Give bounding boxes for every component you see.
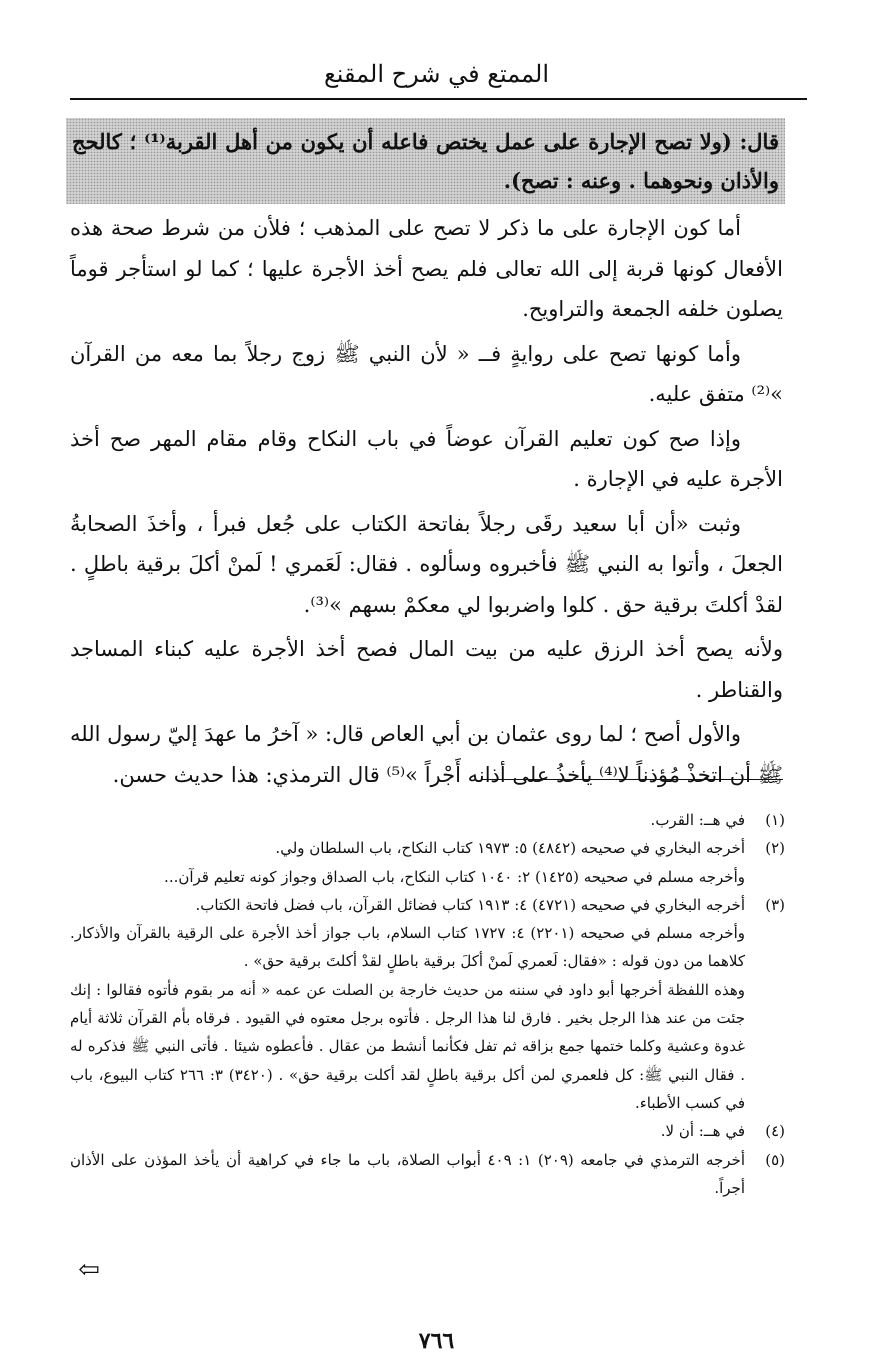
page-number: ٧٦٦ [418, 1328, 455, 1354]
header-divider [70, 98, 807, 100]
running-header-title: الممتع في شرح المقنع [324, 60, 549, 88]
body-paragraph: وأما كونها تصح على روايةٍ فــ « لأن النبي ﷺ زوج رجلاً بما معه من القرآن »⁽²⁾ متفق عليه. [70, 341, 783, 406]
matn-text: قال: (ولا تصح الإجارة على عمل يختص فاعله أن يكون من أهل القربة⁽¹⁾ ؛ كالحج والأذان ونحوهما . وعنه : تصح). [72, 129, 779, 193]
footnote-item [70, 806, 785, 834]
footnotes-section [70, 806, 785, 1202]
footnote-line: وأخرجه مسلم في صحيحه (٢٢٠١) ٤: ١٧٢٧ كتاب السلام، باب جواز أخذ الأجرة على الرقية بالقرآن والأذكار. كلاهما من دون قوله : «فقال: لَعمري لَمنْ أكلَ برقية باطلٍ لقدْ أكلتَ برقية حق» . [70, 924, 745, 971]
footnote-line: أخرجه الترمذي في جامعه (٢٠٩) ١: ٤٠٩ أبواب الصلاة، باب ما جاء في كراهية أن يأخذ المؤذن على الأذان أجراً. [70, 1150, 745, 1197]
footnote-item [70, 891, 785, 1117]
footnote-number: (١) [765, 811, 785, 829]
footnote-line: في هــ: أن لا. [660, 1122, 745, 1141]
footnote-divider [481, 779, 783, 780]
footnote-number: (٢) [765, 839, 785, 858]
footnote-item [70, 834, 785, 891]
footnote-number: (٥) [765, 1150, 785, 1169]
footnote-line: أخرجه البخاري في صحيحه (٤٧٢١) ٤: ١٩١٣ كتاب فضائل القرآن، باب فضل فاتحة الكتاب. [195, 895, 745, 914]
body-paragraph: وثبت «أن أبا سعيد رقَى رجلاً بفاتحة الكتاب على جُعل فبرأ ، وأخذَ الصحابةُ الجعلَ ، وأتوا به النبي ﷺ فأخبروه وسألوه . فقال: لَعَمري ! لَمنْ أكلَ برقية باطلٍ . لقدْ أكلتَ برقية حق . كلوا واضربوا لي معكمْ بسهم »⁽³⁾. [70, 511, 783, 617]
body-paragraph: ولأنه يصح أخذ الرزق عليه من بيت المال فصح أخذ الأجرة عليه كبناء المساجد والقناطر . [70, 637, 783, 702]
footnote-item [70, 1117, 785, 1145]
footnote-line: في هــ: القرب. [650, 811, 745, 829]
matn-highlight-box [66, 118, 785, 204]
commentary-body [70, 208, 783, 799]
footnote-line: وأخرجه مسلم في صحيحه (١٤٢٥) ٢: ١٠٤٠ كتاب النكاح، باب الصداق وجواز كونه تعليم قرآن... [164, 867, 745, 886]
footnote-line: وهذه اللفظة أخرجها أبو داود في سننه من حديث خارجة بن الصلت عن عمه « أنه مر بقوم فأتوه فقالوا : إنك جئت من عند هذا الرجل بخير . فارق لنا هذا الرجل . فأتوه برجل معتوه في القيود . فرقاه بأم القرآن ثلاثة أيام غدوة وعشية وكلما ختمها جمع بزاقه ثم تفل فكأنما أنشط من عقال . فأعطوه شيئا . فأتى النبي ﷺ فذكره له . فقال النبي ﷺ: كل فلعمري لمن أكل برقية باطلٍ لقد أكلت برقية حق» . (٣٤٢٠) ٣: ٢٦٦ كتاب البيوع، باب في كسب الأطباء. [70, 980, 745, 1112]
footnote-line: أخرجه البخاري في صحيحه (٤٨٤٢) ٥: ١٩٧٣ كتاب النكاح، باب السلطان ولي. [275, 839, 745, 858]
body-paragraph: أما كون الإجارة على ما ذكر لا تصح على المذهب ؛ فلأن من شرط صحة هذه الأفعال كونها قربة إلى الله تعالى فلم يصح أخذ الأجرة عليها ؛ كما لو استأجر قوماً يصلون خلفه الجمعة والتراويح. [70, 216, 783, 321]
footnote-item [70, 1146, 785, 1203]
footnote-number: (٤) [765, 1122, 785, 1141]
next-page-arrow-icon[interactable]: ⇦ [78, 1255, 100, 1285]
body-paragraph: والأول أصح ؛ لما روى عثمان بن أبي العاص قال: « آخرُ ما عهدَ إليّ رسول الله ﷺ أن اتخذْ مُؤذناً لا⁽⁴⁾ يأخذُ على أذانه أَجْراً »⁽⁵⁾ قال الترمذي: هذا حديث حسن. [70, 722, 783, 787]
footnote-number: (٣) [765, 895, 785, 914]
body-paragraph: وإذا صح كون تعليم القرآن عوضاً في باب النكاح وقام مقام المهر صح أخذ الأجرة عليه في الإجارة . [70, 426, 783, 491]
